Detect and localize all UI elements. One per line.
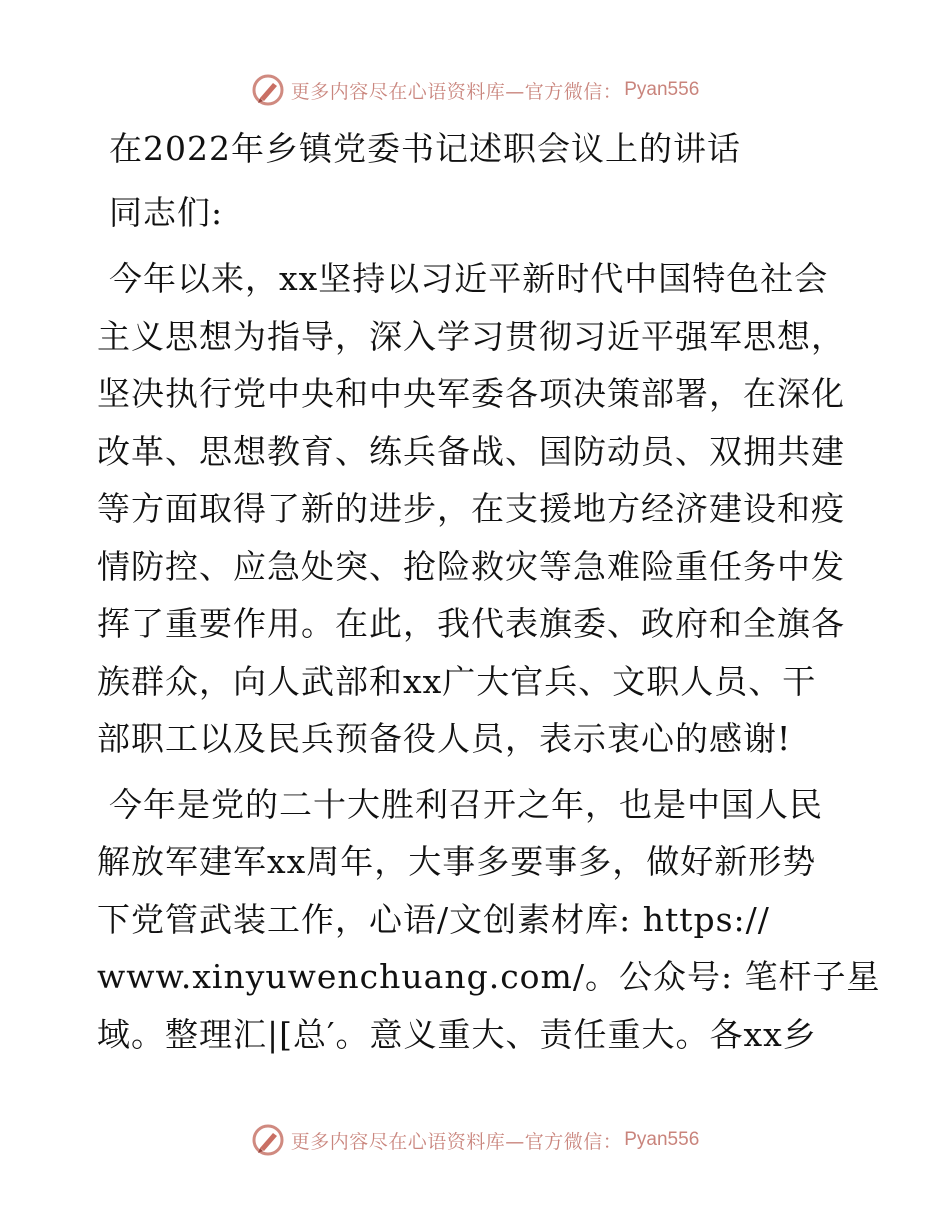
paragraph-line: 下党管武装工作，心语/文创素材库: https:// (97, 899, 770, 939)
paragraph-line: www.xinyuwenchuang.com/。公众号: 笔杆子星 (97, 957, 881, 996)
paragraph-line: 解放军建军xx周年，大事多要事多，做好新形势 (97, 842, 817, 881)
paragraph-2 (97, 776, 881, 1064)
paragraph-line: 等方面取得了新的进步，在支援地方经济建设和疫 (97, 489, 845, 528)
paragraph-line: 改革、思想教育、练兵备战、国防动员、双拥共建 (97, 431, 845, 471)
paragraph-line: 今年是党的二十大胜利召开之年，也是中国人民 (109, 784, 823, 824)
watermark-wechat-id: Pyan556 (624, 79, 700, 100)
pen-logo-icon (251, 1123, 285, 1157)
paragraph-line: 族群众，向人武部和xx广大官兵、文职人员、干 (97, 661, 817, 701)
watermark-banner-top (0, 70, 950, 110)
watermark-wechat-id: Pyan556 (624, 1129, 700, 1150)
paragraph-line: 坚决执行党中央和中央军委各项决策部署，在深化 (97, 374, 845, 413)
document-title: 在2022年乡镇党委书记述职会议上的讲话 (109, 129, 741, 168)
watermark-text: 更多内容尽在心语资料库—官方微信： (290, 80, 623, 103)
paragraph-1 (97, 250, 857, 768)
document-body (97, 120, 881, 1063)
paragraph-line: 挥了重要作用。在此，我代表旗委、政府和全旗各 (97, 604, 845, 643)
pen-logo-icon (251, 73, 285, 107)
watermark-banner-bottom (0, 1120, 950, 1160)
paragraph-line: 情防控、应急处突、抢险救灾等急难险重任务中发 (97, 546, 845, 586)
watermark-text: 更多内容尽在心语资料库—官方微信： (290, 1130, 623, 1153)
paragraph-line: 域。整理汇|[总′。意义重大、责任重大。各xx乡 (97, 1014, 817, 1054)
paragraph-line: 今年以来，xx坚持以习近平新时代中国特色社会 (109, 259, 829, 298)
paragraph-line: 主义思想为指导，深入学习贯彻习近平强军思想， (97, 316, 845, 356)
paragraph-line: 部职工以及民兵预备役人员，表示衷心的感谢! (97, 719, 792, 758)
greeting: 同志们: (109, 193, 224, 232)
